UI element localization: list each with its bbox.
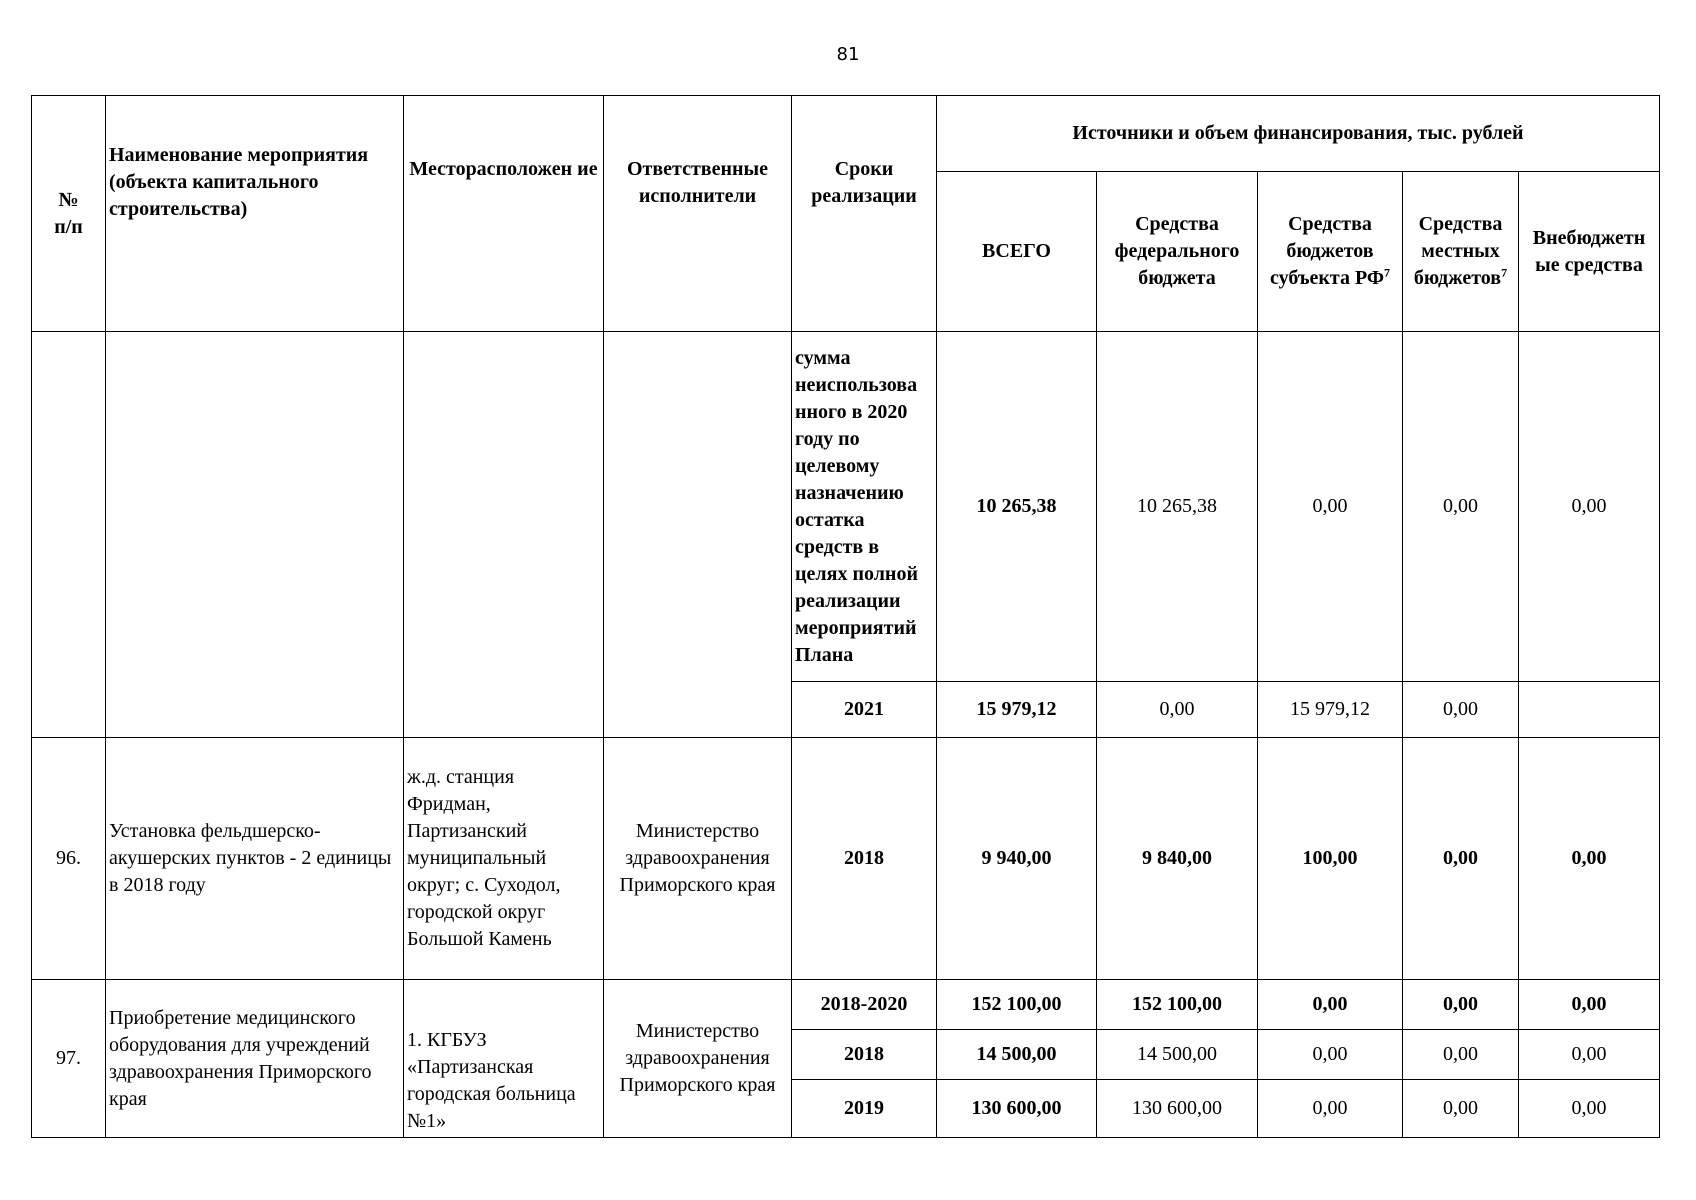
cell-local: 0,00 (1403, 980, 1519, 1030)
cell-location: 1. КГБУЗ «Партизанская городская больница №1» (404, 980, 604, 1138)
cell-regional: 0,00 (1258, 1030, 1403, 1080)
footnote-mark: 7 (1501, 265, 1508, 280)
cell-federal: 152 100,00 (1097, 980, 1258, 1030)
header-offbudget: Внебюджетн ые средства (1519, 172, 1660, 332)
cell-name: Приобретение медицинского оборудования для учреждений здравоохранения Приморского края (106, 980, 404, 1138)
cell-regional: 0,00 (1258, 332, 1403, 682)
cell-federal: 130 600,00 (1097, 1080, 1258, 1138)
cell-total: 14 500,00 (937, 1030, 1097, 1080)
cell-responsible: Министерство здравоохранения Приморского края (604, 980, 792, 1138)
cell-regional: 15 979,12 (1258, 682, 1403, 738)
table-row (32, 980, 1660, 1030)
cell-name (106, 332, 404, 738)
cell-total: 10 265,38 (937, 332, 1097, 682)
header-regional-label: Средства бюджетов субъекта РФ (1269, 213, 1385, 289)
header-period: Сроки реализации (792, 96, 937, 332)
cell-total: 9 940,00 (937, 738, 1097, 980)
cell-period: сумма неиспользова нного в 2020 году по целевому назначению остатка средств в целях полной реализации мероприятий Плана (792, 332, 937, 682)
header-federal: Средства федерального бюджета (1097, 172, 1258, 332)
header-local-label: Средства местных бюджетов (1413, 213, 1503, 289)
header-regional (1258, 172, 1403, 332)
cell-responsible (604, 332, 792, 738)
header-total: ВСЕГО (937, 172, 1097, 332)
cell-total: 130 600,00 (937, 1080, 1097, 1138)
cell-regional: 100,00 (1258, 738, 1403, 980)
cell-offbudget (1519, 682, 1660, 738)
cell-local: 0,00 (1403, 1080, 1519, 1138)
header-location: Месторасположен ие (404, 96, 604, 332)
cell-regional: 0,00 (1258, 1080, 1403, 1138)
cell-period: 2018 (792, 1030, 937, 1080)
cell-offbudget: 0,00 (1519, 738, 1660, 980)
table-row (32, 332, 1660, 682)
header-num: № п/п (32, 96, 106, 332)
cell-offbudget: 0,00 (1519, 332, 1660, 682)
cell-name: Установка фельдшерско-акушерских пунктов - 2 единицы в 2018 году (106, 738, 404, 980)
cell-federal: 0,00 (1097, 682, 1258, 738)
cell-period: 2018-2020 (792, 980, 937, 1030)
cell-federal: 10 265,38 (1097, 332, 1258, 682)
header-financing: Источники и объем финансирования, тыс. рублей (937, 96, 1660, 172)
cell-federal: 14 500,00 (1097, 1030, 1258, 1080)
cell-total: 15 979,12 (937, 682, 1097, 738)
cell-period: 2021 (792, 682, 937, 738)
cell-regional: 0,00 (1258, 980, 1403, 1030)
cell-num: 96. (32, 738, 106, 980)
cell-local: 0,00 (1403, 1030, 1519, 1080)
cell-num (32, 332, 106, 738)
header-name: Наименование мероприятия (объекта капитального строительства) (106, 96, 404, 332)
footnote-mark: 7 (1384, 265, 1391, 280)
header-responsible: Ответственные исполнители (604, 96, 792, 332)
cell-local: 0,00 (1403, 682, 1519, 738)
header-local (1403, 172, 1519, 332)
page-number: 81 (836, 44, 860, 65)
cell-offbudget: 0,00 (1519, 1030, 1660, 1080)
cell-period: 2018 (792, 738, 937, 980)
financing-table (31, 95, 1660, 1138)
cell-federal: 9 840,00 (1097, 738, 1258, 980)
cell-num: 97. (32, 980, 106, 1138)
cell-offbudget: 0,00 (1519, 1080, 1660, 1138)
cell-location (404, 332, 604, 738)
cell-local: 0,00 (1403, 332, 1519, 682)
cell-offbudget: 0,00 (1519, 980, 1660, 1030)
cell-total: 152 100,00 (937, 980, 1097, 1030)
table-row (32, 738, 1660, 980)
cell-period: 2019 (792, 1080, 937, 1138)
cell-responsible: Министерство здравоохранения Приморского края (604, 738, 792, 980)
cell-location: ж.д. станция Фридман, Партизанский муниципальный округ; с. Суходол, городской округ Большой Камень (404, 738, 604, 980)
cell-local: 0,00 (1403, 738, 1519, 980)
header-row-1 (32, 96, 1660, 172)
